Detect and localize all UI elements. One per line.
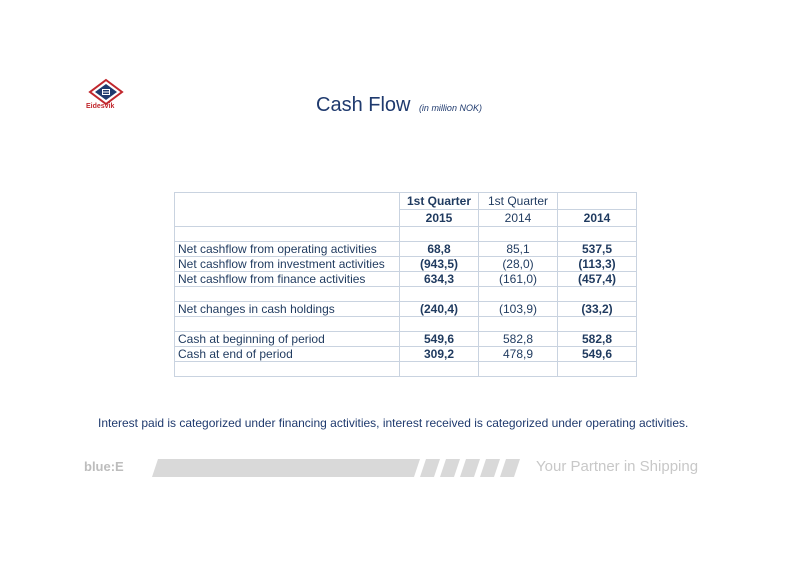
cell-q1-2014: (103,9) xyxy=(479,302,558,317)
table-row xyxy=(175,302,637,317)
header-blank-cell xyxy=(175,193,400,227)
cell-q1-2014: 478,9 xyxy=(479,347,558,362)
table-row xyxy=(175,272,637,287)
table-spacer-row xyxy=(175,287,637,302)
table-row xyxy=(175,242,637,257)
page-title-group xyxy=(316,94,482,117)
footer-brand: blue:E xyxy=(84,459,124,474)
row-label: Net cashflow from operating activities xyxy=(175,242,400,257)
cell-2014: 537,5 xyxy=(558,242,637,257)
cell-2014: 582,8 xyxy=(558,332,637,347)
logo-text: Eidesvik xyxy=(86,103,115,110)
table-row xyxy=(175,332,637,347)
table-row xyxy=(175,257,637,272)
table-row xyxy=(175,347,637,362)
page-subtitle: (in million NOK) xyxy=(418,103,482,113)
footer-tagline: Your Partner in Shipping xyxy=(536,458,699,475)
cell-2014: (457,4) xyxy=(558,272,637,287)
table-header-row-1 xyxy=(175,193,637,210)
cell-2014: 549,6 xyxy=(558,347,637,362)
header-q1-2014-line1: 1st Quarter xyxy=(479,193,558,210)
header-2014-line2: 2014 xyxy=(558,210,637,227)
cell-2014: (33,2) xyxy=(558,302,637,317)
cash-flow-table xyxy=(174,192,637,377)
table-spacer-row xyxy=(175,317,637,332)
row-label: Cash at beginning of period xyxy=(175,332,400,347)
cell-q1-2015: 549,6 xyxy=(400,332,479,347)
header-q1-2014-line2: 2014 xyxy=(479,210,558,227)
row-label: Net cashflow from finance activities xyxy=(175,272,400,287)
footnote: Interest paid is categorized under financing activities, interest received is categorized under operating activities. xyxy=(98,416,689,430)
row-label: Net cashflow from investment activities xyxy=(175,257,400,272)
table-spacer-row xyxy=(175,227,637,242)
header-q1-2015-line2: 2015 xyxy=(400,210,479,227)
header-q1-2015-line1: 1st Quarter xyxy=(400,193,479,210)
cell-q1-2015: (240,4) xyxy=(400,302,479,317)
cell-q1-2014: (28,0) xyxy=(479,257,558,272)
row-label: Cash at end of period xyxy=(175,347,400,362)
table-spacer-row xyxy=(175,362,637,377)
row-label: Net changes in cash holdings xyxy=(175,302,400,317)
cell-q1-2014: (161,0) xyxy=(479,272,558,287)
cell-q1-2015: 68,8 xyxy=(400,242,479,257)
header-2014-line1 xyxy=(558,193,637,210)
page-title: Cash Flow xyxy=(316,94,411,116)
cell-q1-2015: 634,3 xyxy=(400,272,479,287)
cell-q1-2014: 85,1 xyxy=(479,242,558,257)
cell-q1-2015: 309,2 xyxy=(400,347,479,362)
cell-2014: (113,3) xyxy=(558,257,637,272)
cell-q1-2015: (943,5) xyxy=(400,257,479,272)
cell-q1-2014: 582,8 xyxy=(479,332,558,347)
eidesvik-logo xyxy=(84,78,128,118)
